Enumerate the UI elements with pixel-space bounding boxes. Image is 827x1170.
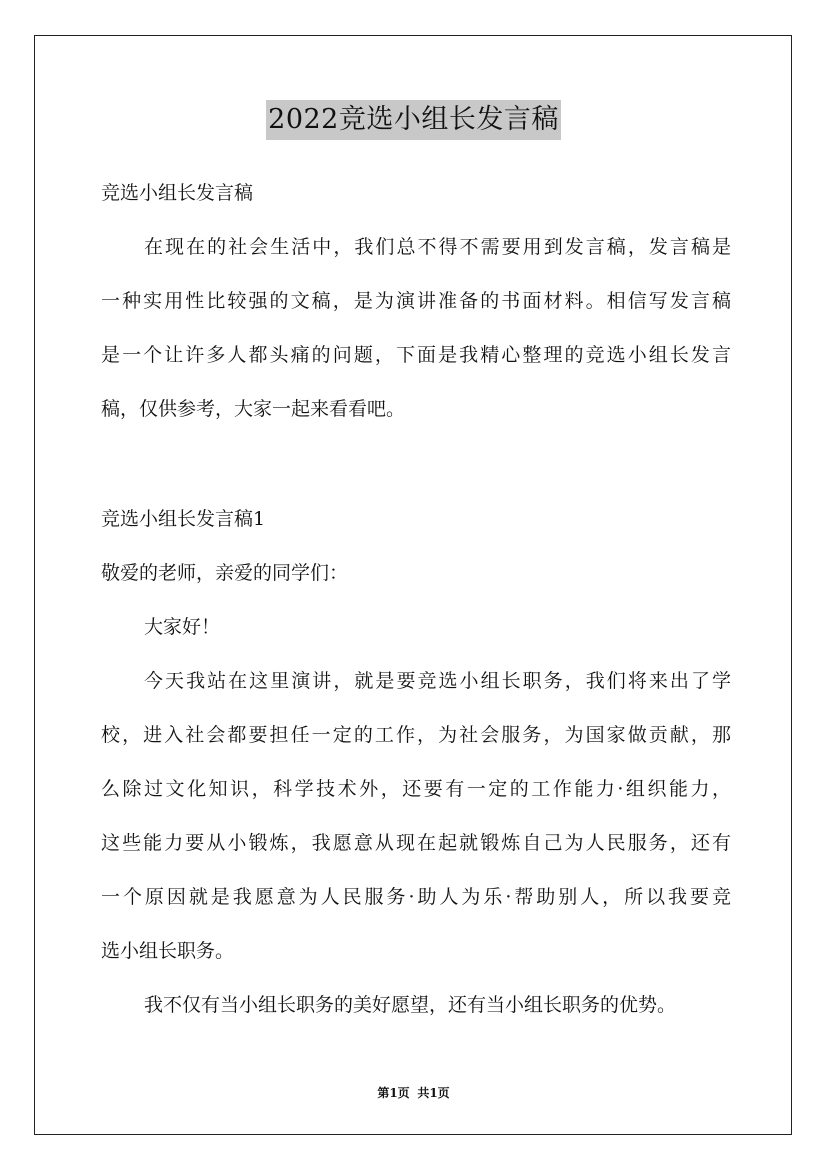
document-subtitle: 竞选小组长发言稿 [101, 182, 254, 204]
intro-line-4: 稿，仅供参考，大家一起来看看吧。 [101, 398, 406, 420]
last-line: 我不仅有当小组长职务的美好愿望，还有当小组长职务的优势。 [144, 994, 677, 1016]
intro-line-1: 在现在的社会生活中，我们总不得不需要用到发言稿，发言稿是 [144, 236, 731, 258]
body-line-2: 校，进入社会都要担任一定的工作，为社会服务，为国家做贡献，那 [101, 724, 731, 746]
page-footer [0, 1084, 827, 1102]
salutation: 敬爱的老师，亲爱的同学们： [101, 562, 349, 584]
body-line-4: 这些能力要从小锻炼，我愿意从现在起就锻炼自己为人民服务，还有 [101, 832, 731, 854]
body-line-3: 么除过文化知识，科学技术外，还要有一定的工作能力·组织能力， [101, 778, 731, 800]
page-number: 第1页 [377, 1086, 410, 1100]
body-line-1: 今天我站在这里演讲，就是要竞选小组长职务，我们将来出了学 [144, 670, 731, 692]
body-line-5: 一个原因就是我愿意为人民服务·助人为乐·帮助别人，所以我要竞 [101, 886, 731, 908]
intro-line-3: 是一个让许多人都头痛的问题，下面是我精心整理的竞选小组长发言 [101, 344, 731, 366]
body-line-6: 选小组长职务。 [101, 940, 235, 962]
section-heading: 竞选小组长发言稿1 [101, 508, 266, 530]
greeting: 大家好！ [144, 616, 221, 638]
title-container [0, 100, 827, 140]
intro-line-2: 一种实用性比较强的文稿，是为演讲准备的书面材料。相信写发言稿 [101, 290, 731, 312]
document-title: 2022竞选小组长发言稿 [266, 100, 561, 140]
page-total: 共1页 [417, 1086, 450, 1100]
